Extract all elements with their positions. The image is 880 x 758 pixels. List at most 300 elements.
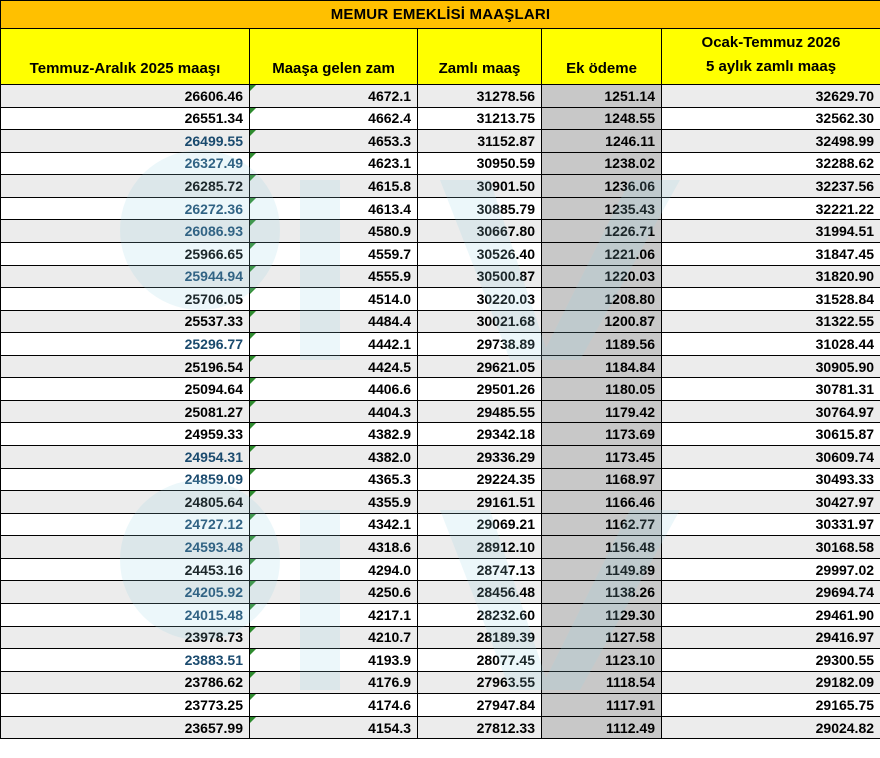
cell-2026-salary[interactable] <box>662 130 880 153</box>
cell-value: 4404.3 <box>368 403 411 420</box>
cell-2026-salary[interactable] <box>662 378 880 401</box>
cell-value: 29024.82 <box>815 719 875 736</box>
cell-2026-salary[interactable] <box>662 603 880 626</box>
table-row <box>1 581 880 604</box>
cell-note-marker <box>250 220 256 226</box>
cell-value: 31322.55 <box>815 313 875 330</box>
cell-value: 1236.06 <box>604 178 655 195</box>
cell-value: 28912.10 <box>476 539 535 556</box>
cell-extra-payment[interactable] <box>542 107 662 130</box>
cell-value: 32562.30 <box>815 110 875 127</box>
cell-raised-salary[interactable] <box>418 649 542 672</box>
cell-note-marker <box>250 243 256 249</box>
cell-value: 26272.36 <box>184 200 243 217</box>
cell-previous-salary[interactable] <box>1 288 250 311</box>
cell-raised-salary[interactable] <box>418 197 542 220</box>
cell-value: 29461.90 <box>815 606 875 623</box>
cell-value: 29997.02 <box>815 561 875 578</box>
cell-value: 23657.99 <box>184 719 243 736</box>
cell-raise-amount[interactable] <box>250 491 418 514</box>
cell-value: 1221.06 <box>604 245 655 262</box>
cell-value: 24859.09 <box>184 471 243 488</box>
cell-extra-payment[interactable] <box>542 694 662 717</box>
cell-raise-amount[interactable] <box>250 85 418 108</box>
cell-value: 4580.9 <box>368 223 411 240</box>
cell-value: 4176.9 <box>368 674 411 691</box>
cell-note-marker <box>250 311 256 317</box>
table-row <box>1 85 880 108</box>
cell-value: 30526.40 <box>476 245 535 262</box>
cell-extra-payment[interactable] <box>542 175 662 198</box>
cell-value: 29165.75 <box>815 696 875 713</box>
cell-value: 1112.49 <box>605 719 655 736</box>
cell-value: 1166.46 <box>605 493 655 510</box>
cell-previous-salary[interactable] <box>1 671 250 694</box>
cell-extra-payment[interactable] <box>542 446 662 469</box>
cell-note-marker <box>250 581 256 587</box>
cell-value: 31213.75 <box>476 110 535 127</box>
table-row <box>1 649 880 672</box>
header-extra-payment[interactable]: Ek ödeme <box>542 29 662 85</box>
cell-value: 1156.48 <box>605 539 655 556</box>
table-row <box>1 333 880 356</box>
cell-value: 4672.1 <box>368 87 411 104</box>
cell-value: 25944.94 <box>184 268 243 285</box>
cell-raised-salary[interactable] <box>418 107 542 130</box>
cell-2026-salary[interactable] <box>662 197 880 220</box>
table-row <box>1 175 880 198</box>
cell-raised-salary[interactable] <box>418 491 542 514</box>
cell-previous-salary[interactable] <box>1 716 250 739</box>
cell-previous-salary[interactable] <box>1 626 250 649</box>
cell-value: 25196.54 <box>184 358 243 375</box>
cell-2026-salary[interactable] <box>662 220 880 243</box>
cell-extra-payment[interactable] <box>542 333 662 356</box>
cell-previous-salary[interactable] <box>1 85 250 108</box>
cell-value: 1220.03 <box>604 268 655 285</box>
cell-value: 4613.4 <box>368 200 411 217</box>
cell-raised-salary[interactable] <box>418 513 542 536</box>
table-row <box>1 423 880 446</box>
cell-value: 4250.6 <box>368 584 411 601</box>
cell-value: 1168.97 <box>605 471 655 488</box>
cell-raised-salary[interactable] <box>418 400 542 423</box>
cell-extra-payment[interactable] <box>542 649 662 672</box>
cell-value: 4154.3 <box>368 719 411 736</box>
cell-previous-salary[interactable] <box>1 265 250 288</box>
cell-note-marker <box>250 356 256 362</box>
cell-raised-salary[interactable] <box>418 378 542 401</box>
cell-value: 1123.10 <box>605 651 655 668</box>
cell-value: 4355.9 <box>368 493 411 510</box>
cell-raised-salary[interactable] <box>418 355 542 378</box>
cell-value: 1162.77 <box>605 516 655 533</box>
cell-previous-salary[interactable] <box>1 355 250 378</box>
cell-value: 29501.26 <box>476 381 535 398</box>
table-title: MEMUR EMEKLİSİ MAAŞLARI <box>1 1 880 29</box>
cell-extra-payment[interactable] <box>542 581 662 604</box>
cell-raised-salary[interactable] <box>418 446 542 469</box>
cell-value: 25537.33 <box>184 313 243 330</box>
cell-value: 28189.39 <box>476 629 535 646</box>
cell-extra-payment[interactable] <box>542 716 662 739</box>
cell-extra-payment[interactable] <box>542 468 662 491</box>
cell-previous-salary[interactable] <box>1 649 250 672</box>
table-row <box>1 468 880 491</box>
header-2026-salary[interactable] <box>662 29 880 85</box>
cell-value: 4318.6 <box>368 539 411 556</box>
cell-raise-amount[interactable] <box>250 242 418 265</box>
cell-value: 4559.7 <box>368 245 411 262</box>
cell-extra-payment[interactable] <box>542 197 662 220</box>
cell-note-marker <box>250 266 256 272</box>
cell-raise-amount[interactable] <box>250 333 418 356</box>
cell-previous-salary[interactable] <box>1 536 250 559</box>
cell-extra-payment[interactable] <box>542 626 662 649</box>
table-row <box>1 603 880 626</box>
cell-value: 4217.1 <box>368 606 411 623</box>
cell-raised-salary[interactable] <box>418 85 542 108</box>
cell-value: 1118.54 <box>605 674 655 691</box>
cell-note-marker <box>250 198 256 204</box>
cell-2026-salary[interactable] <box>662 716 880 739</box>
table-row <box>1 242 880 265</box>
cell-raised-salary[interactable] <box>418 310 542 333</box>
cell-value: 4615.8 <box>368 178 411 195</box>
cell-raise-amount[interactable] <box>250 265 418 288</box>
table-row <box>1 220 880 243</box>
cell-note-marker <box>250 469 256 475</box>
table-row <box>1 513 880 536</box>
table-row <box>1 107 880 130</box>
cell-value: 4555.9 <box>368 268 411 285</box>
cell-note-marker <box>250 559 256 565</box>
cell-extra-payment[interactable] <box>542 536 662 559</box>
cell-previous-salary[interactable] <box>1 175 250 198</box>
cell-2026-salary[interactable] <box>662 242 880 265</box>
cell-raise-amount[interactable] <box>250 603 418 626</box>
cell-2026-salary[interactable] <box>662 513 880 536</box>
cell-note-marker <box>250 423 256 429</box>
cell-2026-salary[interactable] <box>662 581 880 604</box>
cell-raise-amount[interactable] <box>250 513 418 536</box>
cell-2026-salary[interactable] <box>662 626 880 649</box>
cell-value: 25966.65 <box>184 245 243 262</box>
cell-raise-amount[interactable] <box>250 423 418 446</box>
cell-value: 1184.84 <box>605 358 655 375</box>
cell-2026-salary[interactable] <box>662 468 880 491</box>
cell-note-marker <box>250 446 256 452</box>
cell-raise-amount[interactable] <box>250 310 418 333</box>
cell-2026-salary[interactable] <box>662 400 880 423</box>
table-row <box>1 626 880 649</box>
cell-value: 32629.70 <box>815 87 875 104</box>
cell-2026-salary[interactable] <box>662 671 880 694</box>
cell-value: 29694.74 <box>815 584 875 601</box>
cell-value: 32237.56 <box>815 178 875 195</box>
cell-2026-salary[interactable] <box>662 152 880 175</box>
cell-extra-payment[interactable] <box>542 378 662 401</box>
cell-value: 1129.30 <box>605 606 655 623</box>
cell-2026-salary[interactable] <box>662 265 880 288</box>
cell-value: 4514.0 <box>368 290 411 307</box>
cell-value: 30609.74 <box>815 448 875 465</box>
cell-note-marker <box>250 627 256 633</box>
cell-note-marker <box>250 378 256 384</box>
cell-value: 23978.73 <box>184 629 243 646</box>
cell-raise-amount[interactable] <box>250 649 418 672</box>
cell-note-marker <box>250 401 256 407</box>
cell-value: 24453.16 <box>184 561 243 578</box>
cell-value: 26606.46 <box>184 87 243 104</box>
cell-raised-salary[interactable] <box>418 671 542 694</box>
cell-2026-salary[interactable] <box>662 536 880 559</box>
cell-previous-salary[interactable] <box>1 558 250 581</box>
cell-value: 4174.6 <box>368 696 411 713</box>
cell-value: 29342.18 <box>476 426 535 443</box>
cell-value: 1248.55 <box>604 110 655 127</box>
cell-2026-salary[interactable] <box>662 175 880 198</box>
cell-value: 1189.56 <box>605 335 655 352</box>
cell-value: 4382.9 <box>368 426 411 443</box>
header-previous-salary[interactable]: Temmuz-Aralık 2025 maaşı <box>1 29 250 85</box>
cell-previous-salary[interactable] <box>1 513 250 536</box>
cell-raise-amount[interactable] <box>250 355 418 378</box>
cell-raised-salary[interactable] <box>418 468 542 491</box>
cell-value: 4662.4 <box>368 110 411 127</box>
cell-value: 30500.87 <box>476 268 535 285</box>
cell-value: 29300.55 <box>815 651 875 668</box>
cell-value: 27947.84 <box>476 696 535 713</box>
cell-note-marker <box>250 491 256 497</box>
cell-extra-payment[interactable] <box>542 423 662 446</box>
cell-extra-payment[interactable] <box>542 558 662 581</box>
cell-value: 28747.13 <box>476 561 535 578</box>
cell-value: 24805.64 <box>184 493 243 510</box>
cell-value: 28232.60 <box>476 606 535 623</box>
cell-previous-salary[interactable] <box>1 152 250 175</box>
cell-value: 30220.03 <box>476 290 535 307</box>
table-row <box>1 130 880 153</box>
cell-raise-amount[interactable] <box>250 694 418 717</box>
cell-previous-salary[interactable] <box>1 446 250 469</box>
cell-value: 30885.79 <box>476 200 535 217</box>
cell-value: 26327.49 <box>184 155 243 172</box>
cell-value: 24954.31 <box>184 448 243 465</box>
cell-raise-amount[interactable] <box>250 175 418 198</box>
cell-raised-salary[interactable] <box>418 423 542 446</box>
cell-value: 25706.05 <box>184 290 243 307</box>
cell-note-marker <box>250 694 256 700</box>
cell-value: 30493.33 <box>815 471 875 488</box>
cell-raise-amount[interactable] <box>250 581 418 604</box>
cell-value: 24727.12 <box>184 516 243 533</box>
cell-extra-payment[interactable] <box>542 603 662 626</box>
cell-value: 1173.45 <box>605 448 655 465</box>
cell-raised-salary[interactable] <box>418 288 542 311</box>
cell-value: 29069.21 <box>476 516 535 533</box>
cell-raise-amount[interactable] <box>250 400 418 423</box>
cell-previous-salary[interactable] <box>1 220 250 243</box>
cell-raise-amount[interactable] <box>250 558 418 581</box>
table-row <box>1 400 880 423</box>
cell-2026-salary[interactable] <box>662 558 880 581</box>
cell-value: 31152.87 <box>477 132 535 149</box>
table-row <box>1 558 880 581</box>
cell-value: 4365.3 <box>368 471 411 488</box>
cell-raised-salary[interactable] <box>418 694 542 717</box>
cell-extra-payment[interactable] <box>542 130 662 153</box>
cell-previous-salary[interactable] <box>1 242 250 265</box>
cell-raise-amount[interactable] <box>250 288 418 311</box>
cell-previous-salary[interactable] <box>1 581 250 604</box>
cell-value: 30905.90 <box>815 358 875 375</box>
cell-extra-payment[interactable] <box>542 400 662 423</box>
cell-raised-salary[interactable] <box>418 626 542 649</box>
cell-note-marker <box>250 536 256 542</box>
cell-value: 30168.58 <box>815 539 875 556</box>
cell-value: 31847.45 <box>815 245 875 262</box>
cell-extra-payment[interactable] <box>542 355 662 378</box>
cell-extra-payment[interactable] <box>542 242 662 265</box>
cell-value: 4484.4 <box>368 313 411 330</box>
cell-previous-salary[interactable] <box>1 333 250 356</box>
header-raise-amount[interactable]: Maaşa gelen zam <box>250 29 418 85</box>
cell-extra-payment[interactable] <box>542 310 662 333</box>
table-row <box>1 716 880 739</box>
cell-raised-salary[interactable] <box>418 603 542 626</box>
cell-2026-salary[interactable] <box>662 694 880 717</box>
cell-previous-salary[interactable] <box>1 694 250 717</box>
cell-raised-salary[interactable] <box>418 265 542 288</box>
cell-raise-amount[interactable] <box>250 220 418 243</box>
cell-value: 29738.89 <box>476 335 535 352</box>
cell-value: 1226.71 <box>604 223 655 240</box>
cell-2026-salary[interactable] <box>662 649 880 672</box>
cell-raise-amount[interactable] <box>250 197 418 220</box>
cell-raise-amount[interactable] <box>250 716 418 739</box>
cell-value: 4424.5 <box>368 358 411 375</box>
cell-raised-salary[interactable] <box>418 716 542 739</box>
cell-2026-salary[interactable] <box>662 333 880 356</box>
cell-previous-salary[interactable] <box>1 107 250 130</box>
header-raised-salary[interactable]: Zamlı maaş <box>418 29 542 85</box>
cell-value: 31994.51 <box>815 223 875 240</box>
cell-value: 28456.48 <box>476 584 535 601</box>
table-row <box>1 446 880 469</box>
cell-value: 4210.7 <box>368 629 411 646</box>
cell-raised-salary[interactable] <box>418 175 542 198</box>
cell-previous-salary[interactable] <box>1 423 250 446</box>
cell-extra-payment[interactable] <box>542 152 662 175</box>
cell-raise-amount[interactable] <box>250 468 418 491</box>
cell-2026-salary[interactable] <box>662 310 880 333</box>
cell-raised-salary[interactable] <box>418 220 542 243</box>
cell-extra-payment[interactable] <box>542 288 662 311</box>
cell-previous-salary[interactable] <box>1 310 250 333</box>
cell-previous-salary[interactable] <box>1 378 250 401</box>
cell-value: 30901.50 <box>476 178 535 195</box>
cell-2026-salary[interactable] <box>662 355 880 378</box>
cell-raise-amount[interactable] <box>250 378 418 401</box>
cell-raised-salary[interactable] <box>418 581 542 604</box>
cell-raise-amount[interactable] <box>250 446 418 469</box>
cell-2026-salary[interactable] <box>662 107 880 130</box>
cell-previous-salary[interactable] <box>1 603 250 626</box>
cell-raise-amount[interactable] <box>250 107 418 130</box>
cell-value: 29416.97 <box>815 629 875 646</box>
cell-previous-salary[interactable] <box>1 197 250 220</box>
cell-note-marker <box>250 333 256 339</box>
cell-value: 4193.9 <box>368 651 411 668</box>
table-body <box>1 85 880 739</box>
cell-2026-salary[interactable] <box>662 288 880 311</box>
table-row <box>1 355 880 378</box>
cell-note-marker <box>250 130 256 136</box>
cell-2026-salary[interactable] <box>662 85 880 108</box>
cell-extra-payment[interactable] <box>542 671 662 694</box>
cell-value: 32288.62 <box>815 155 875 172</box>
cell-extra-payment[interactable] <box>542 265 662 288</box>
cell-value: 4442.1 <box>368 335 411 352</box>
cell-value: 30427.97 <box>815 493 875 510</box>
cell-value: 4623.1 <box>368 155 411 172</box>
cell-raise-amount[interactable] <box>250 671 418 694</box>
cell-raise-amount[interactable] <box>250 536 418 559</box>
cell-raised-salary[interactable] <box>418 242 542 265</box>
cell-extra-payment[interactable] <box>542 220 662 243</box>
cell-raise-amount[interactable] <box>250 152 418 175</box>
cell-raised-salary[interactable] <box>418 130 542 153</box>
cell-extra-payment[interactable] <box>542 491 662 514</box>
table-row <box>1 491 880 514</box>
cell-previous-salary[interactable] <box>1 468 250 491</box>
cell-2026-salary[interactable] <box>662 446 880 469</box>
cell-value: 24959.33 <box>184 426 243 443</box>
cell-value: 28077.45 <box>476 651 535 668</box>
cell-value: 1117.91 <box>605 696 655 713</box>
cell-previous-salary[interactable] <box>1 400 250 423</box>
cell-raised-salary[interactable] <box>418 536 542 559</box>
cell-value: 25081.27 <box>184 403 243 420</box>
cell-value: 26086.93 <box>184 223 243 240</box>
cell-value: 1138.26 <box>605 584 655 601</box>
cell-note-marker <box>250 108 256 114</box>
cell-value: 29161.51 <box>476 493 535 510</box>
cell-raised-salary[interactable] <box>418 333 542 356</box>
table-row <box>1 288 880 311</box>
cell-value: 1208.80 <box>604 290 655 307</box>
cell-previous-salary[interactable] <box>1 491 250 514</box>
cell-value: 30764.97 <box>815 403 875 420</box>
cell-value: 29336.29 <box>476 448 535 465</box>
cell-value: 32221.22 <box>815 200 875 217</box>
cell-raise-amount[interactable] <box>250 130 418 153</box>
cell-extra-payment[interactable] <box>542 513 662 536</box>
cell-raised-salary[interactable] <box>418 558 542 581</box>
cell-previous-salary[interactable] <box>1 130 250 153</box>
cell-value: 24593.48 <box>184 539 243 556</box>
cell-extra-payment[interactable] <box>542 85 662 108</box>
cell-raise-amount[interactable] <box>250 626 418 649</box>
cell-note-marker <box>250 85 256 91</box>
header-2026-line2: 5 aylık zamlı maaş <box>705 58 837 75</box>
cell-2026-salary[interactable] <box>662 423 880 446</box>
cell-value: 1127.58 <box>605 629 655 646</box>
cell-note-marker <box>250 672 256 678</box>
cell-raised-salary[interactable] <box>418 152 542 175</box>
cell-2026-salary[interactable] <box>662 491 880 514</box>
